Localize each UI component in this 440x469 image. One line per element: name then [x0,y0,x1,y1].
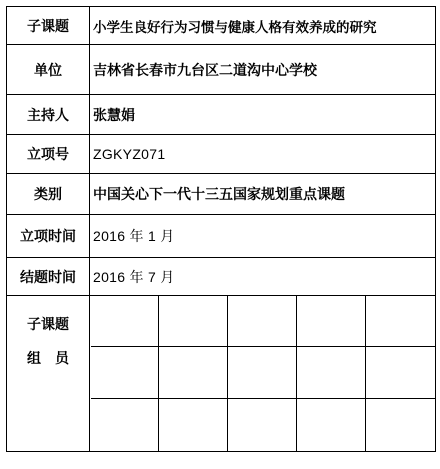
row-approval-date [7,215,435,258]
category-label: 类别 [7,174,90,214]
row-host [7,95,435,135]
approval-date-label: 立项时间 [7,215,90,257]
row-members [7,296,435,451]
member-cell[interactable] [159,296,228,347]
members-label-line1: 子课题 [27,317,69,333]
row-project-number [7,135,435,174]
unit-value: 吉林省长春市九台区二道沟中心学校 [93,62,317,79]
member-cell[interactable] [159,399,228,451]
member-cell[interactable] [366,296,435,347]
member-cell[interactable] [297,347,366,399]
host-value: 张慧娟 [93,107,135,124]
row-completion-date [7,258,435,296]
host-label: 主持人 [7,95,90,134]
member-cell[interactable] [159,347,228,399]
project-number-label: 立项号 [7,135,90,173]
project-info-table [6,6,436,452]
unit-label: 单位 [7,45,90,94]
category-value: 中国关心下一代十三五国家规划重点课题 [93,187,345,203]
members-label [7,296,90,451]
member-cell[interactable] [228,347,297,399]
row-unit [7,45,435,95]
row-subtopic [7,7,435,45]
approval-date-value: 2016 年 1 月 [93,228,175,244]
member-cell[interactable] [91,296,159,347]
member-cell[interactable] [366,347,435,399]
member-cell[interactable] [366,399,435,451]
row-category [7,174,435,215]
subtopic-value: 小学生良好行为习惯与健康人格有效养成的研究 [93,19,377,36]
members-label-line2: 组员 [27,351,83,367]
member-cell[interactable] [91,347,159,399]
member-cell[interactable] [297,399,366,451]
completion-date-label: 结题时间 [7,258,90,295]
member-cell[interactable] [297,296,366,347]
members-grid [91,296,435,451]
member-cell[interactable] [91,399,159,451]
member-cell[interactable] [228,399,297,451]
member-cell[interactable] [228,296,297,347]
completion-date-value: 2016 年 7 月 [93,268,175,285]
subtopic-label: 子课题 [7,7,90,44]
project-number-value: ZGKYZ071 [93,146,166,162]
